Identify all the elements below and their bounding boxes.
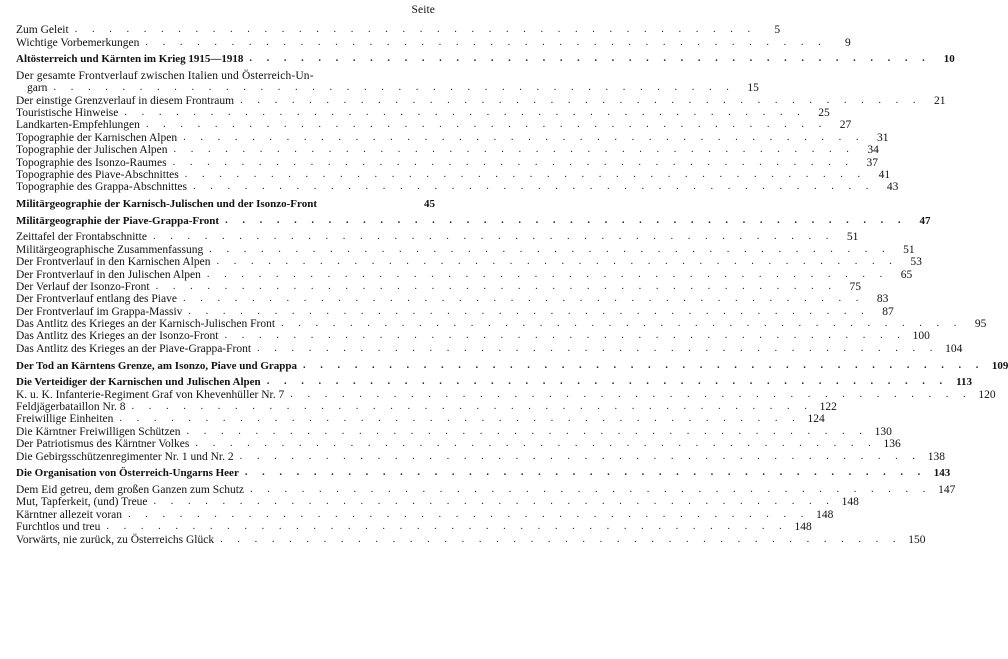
toc-entry-page-number: 15 <box>747 82 759 95</box>
dot-leader: . . . . . . . . . . . . . . . . . . . . . . . . . . . . . . . . . . . . . . . . <box>266 376 949 388</box>
dot-leader: . . . . . . . . . . . . . . . . . . . . . . . . . . . . . . . . . . . . . . . . <box>250 483 932 495</box>
toc-entry-title: Furchtlos und treu <box>16 521 101 534</box>
dot-leader: . . . . . . . . . . . . . . . . . . . . . . . . . . . . . . . . . . . . . . . . <box>303 359 985 371</box>
dot-leader: . . . . . . . . . . . . . . . . . . . . . . . . . . . . . . . . . . . . . . . . <box>53 82 735 94</box>
toc-entry-title: Der Tod an Kärntens Grenze, am Isonzo, Piave und Grappa <box>16 359 298 372</box>
toc-entry-page-number: 150 <box>908 533 926 546</box>
dot-leader: . . . . . . . . . . . . . . . . . . . . . . . . . . . . . . . . . . . . . . . . <box>224 330 906 342</box>
toc-entry <box>16 342 963 355</box>
toc-entry <box>16 438 901 451</box>
dot-leader: . . . . . . . . . . . . . . . . . . . . . . . . . . . . . . . . . . . . . . . . <box>182 293 865 305</box>
dot-leader: . . . . . . . . . . . . . . . . . . . . . . . . . . . . . . . . . . . . . . . . <box>152 231 835 243</box>
toc-entry-title: Der Frontverlauf in den Julischen Alpen <box>16 268 201 281</box>
toc-entry-page-number: 95 <box>974 318 987 331</box>
toc-entry <box>16 359 1008 372</box>
toc-entry <box>16 425 892 438</box>
toc-entry <box>16 330 930 343</box>
toc-entry-page-number: 51 <box>903 243 915 256</box>
toc-entry <box>16 69 759 95</box>
toc-entry-continuation <box>16 82 759 95</box>
toc-entry-page-number: 109 <box>991 359 1008 372</box>
toc-entry <box>16 231 859 244</box>
toc-entry <box>16 318 987 331</box>
toc-entry-title: garn <box>27 82 48 95</box>
toc-entry <box>16 144 879 157</box>
toc-entry-title: Der Frontverlauf in den Karnischen Alpen <box>16 256 211 269</box>
toc-entry-title: Mut, Tapferkeit, (und) Treue <box>16 496 148 509</box>
toc-entry <box>16 280 861 293</box>
toc-entry-title: Topographie der Karnischen Alpen <box>16 131 178 144</box>
dot-leader: . . . . . . . . . . . . . . . . . . . . . . . . . . . . . . . . . . . . . . . . <box>74 24 757 36</box>
toc-entry-title: Topographie des Isonzo-Raumes <box>16 156 167 169</box>
toc-entry-title: Die Organisation von Österreich-Ungarns Heer <box>16 467 239 480</box>
toc-entry-title: Altösterreich und Kärnten im Krieg 1915—1918 <box>16 53 244 66</box>
toc-entry-title: Militärgeographische Zusammenfassung <box>16 243 204 256</box>
dot-leader: . . . . . . . . . . . . . . . . . . . . . . . . . . . . . . . . . . . . . . . . <box>119 413 801 425</box>
toc-entry-page-number: 113 <box>956 376 973 389</box>
toc-entry-page-number: 41 <box>878 168 891 181</box>
toc-entry <box>16 119 852 132</box>
toc-entry <box>16 131 889 144</box>
dot-leader: . . . . . . . . . . . . . . . . . . . . . . . . . . . . . . . . . . . . . . . . <box>153 496 835 508</box>
toc-entry-title: Militärgeographie der Piave-Grappa-Front <box>16 214 220 227</box>
toc-entry-page-number: 100 <box>912 330 930 343</box>
toc-entry-title: Die Gebirgsschützenregimenter Nr. 1 und Nr. 2 <box>16 450 234 463</box>
toc-entry-title: Zeittafel der Frontabschnitte <box>16 231 147 244</box>
toc-entry-page-number: 47 <box>919 214 931 227</box>
toc-entry <box>16 168 891 181</box>
toc-entry-page-number: 75 <box>849 280 861 293</box>
toc-entry-title: Wichtige Vorbemerkungen <box>16 36 140 49</box>
dot-leader: . . . . . . . . . . . . . . . . . . . . . . . . . . . . . . . . . . . . . . . . <box>131 401 813 413</box>
toc-entry-title: Der Verlauf der Isonzo-Front <box>16 280 150 293</box>
toc-entry-page-number: 9 <box>844 36 851 49</box>
toc-entry-page-number: 122 <box>819 401 837 414</box>
toc-entry <box>16 181 899 194</box>
toc-entry <box>16 24 781 37</box>
dot-leader: . . . . . . . . . . . . . . . . . . . . . . . . . . . . . . . . . . . . . . . . <box>155 280 837 292</box>
toc-entry <box>16 268 913 281</box>
dot-leader: . . . . . . . . . . . . . . . . . . . . . . . . . . . . . . . . . . . . . . . . <box>183 131 865 143</box>
toc-entry <box>16 156 878 169</box>
toc-entry <box>16 214 931 227</box>
toc-entry-title: Dem Eid getreu, dem großen Ganzen zum Schutz <box>16 483 245 496</box>
dot-leader: . . . . . . . . . . . . . . . . . . . . . . . . . . . . . . . . . . . . . . . . <box>106 521 788 533</box>
toc-entry-title: Zum Geleit <box>16 24 69 37</box>
dot-leader: . . . . . . . . . . . . . . . . . . . . . . . . . . . . . . . . . . . . . . . . <box>249 53 931 65</box>
toc-entry-page-number: 5 <box>774 24 781 37</box>
toc-entry-page-number: 51 <box>846 231 859 244</box>
toc-entry <box>16 36 851 49</box>
toc-entry <box>16 483 956 496</box>
toc-entry <box>16 198 435 210</box>
toc-entry-page-number: 130 <box>874 425 892 438</box>
toc-entry-title: Der Patriotismus des Kärntner Volkes <box>16 438 190 451</box>
dot-leader: . . . . . . . . . . . . . . . . . . . . . . . . . . . . . . . . . . . . . . . . <box>281 318 963 330</box>
dot-leader: . . . . . . . . . . . . . . . . . . . . . . . . . . . . . . . . . . . . . . . . <box>128 508 810 520</box>
toc-entry-title: Kärntner allezeit voran <box>16 508 122 521</box>
toc-entry <box>16 256 922 269</box>
dot-leader: . . . . . . . . . . . . . . . . . . . . . . . . . . . . . . . . . . . . . . . . <box>257 342 939 354</box>
toc-entry-title: Topographie des Piave-Abschnittes <box>16 168 179 181</box>
toc-entry-page-number: 31 <box>876 131 889 144</box>
dot-leader: . . . . . . . . . . . . . . . . . . . . . . . . . . . . . . . . . . . . . . . . <box>193 181 875 193</box>
dot-leader: . . . . . . . . . . . . . . . . . . . . . . . . . . . . . . . . . . . . . . . . <box>216 256 898 268</box>
toc-entry-page-number: 143 <box>933 467 951 480</box>
dot-leader: . . . . . . . . . . . . . . . . . . . . . . . . . . . . . . . . . . . . . . . . <box>225 214 907 226</box>
toc-entry <box>16 376 973 389</box>
dot-leader: . . . . . . . . . . . . . . . . . . . . . . . . . . . . . . . . . . . . . . . . <box>186 425 868 437</box>
toc-page <box>16 0 1008 659</box>
toc-entry-page-number: 65 <box>900 268 913 281</box>
dot-leader: . . . . . . . . . . . . . . . . . . . . . . . . . . . . . . . . . . . . . . . . <box>184 168 867 180</box>
toc-entry-title: Vorwärts, nie zurück, zu Österreichs Glück <box>16 533 215 546</box>
toc-entry-title: Topographie des Grappa-Abschnittes <box>16 181 188 194</box>
toc-entry-title: Der gesamte Frontverlauf zwischen Italien und Österreich-Un- <box>16 69 314 82</box>
toc-entry <box>16 94 946 107</box>
toc-entry-page-number: 136 <box>883 438 901 451</box>
toc-entry <box>16 467 951 480</box>
toc-entry-title: Das Antlitz des Krieges an der Piave-Grappa-Front <box>16 342 252 355</box>
dot-leader: . . . . . . . . . . . . . . . . . . . . . . . . . . . . . . . . . . . . . . . . <box>240 94 922 106</box>
toc-entry-title: Freiwillige Einheiten <box>16 413 114 426</box>
dot-leader: . . . . . . . . . . . . . . . . . . . . . . . . . . . . . . . . . . . . . . . . <box>188 305 870 317</box>
toc-entry-title: Der Frontverlauf entlang des Piave <box>16 293 177 306</box>
toc-entry-title: Die Kärntner Freiwilligen Schützen <box>16 425 181 438</box>
toc-entry <box>16 53 955 66</box>
dot-leader: . . . . . . . . . . . . . . . . . . . . . . . . . . . . . . . . . . . . . . . . <box>290 388 972 400</box>
toc-entry-page-number: 148 <box>816 508 834 521</box>
toc-entry-title: Der einstige Grenzverlauf in diesem Frontraum <box>16 94 235 107</box>
dot-leader: . . . . . . . . . . . . . . . . . . . . . . . . . . . . . . . . . . . . . . . . <box>172 156 854 168</box>
toc-entry-page-number: 120 <box>978 388 996 401</box>
toc-entry <box>16 508 834 521</box>
toc-entry <box>16 413 825 426</box>
toc-entry <box>16 450 945 463</box>
dot-leader: . . . . . . . . . . . . . . . . . . . . . . . . . . . . . . . . . . . . . . . . <box>239 450 921 462</box>
toc-entry-page-number: 43 <box>886 181 899 194</box>
toc-entry-title: Touristische Hinweise <box>16 106 119 119</box>
toc-entry-title: Das Antlitz des Krieges an der Karnisch-Julischen Front <box>16 318 276 331</box>
toc-entry-title: Die Verteidiger der Karnischen und Julischen Alpen <box>16 376 261 389</box>
dot-leader: . . . . . . . . . . . . . . . . . . . . . . . . . . . . . . . . . . . . . . . . <box>244 467 927 479</box>
dot-leader: . . . . . . . . . . . . . . . . . . . . . . . . . . . . . . . . . . . . . . . . <box>145 36 827 48</box>
dot-leader: . . . . . . . . . . . . . . . . . . . . . . . . . . . . . . . . . . . . . . . . <box>195 438 877 450</box>
toc-entry <box>16 243 915 256</box>
toc-entry-page-number: 104 <box>945 342 963 355</box>
toc-entry-page-number: 87 <box>882 305 894 318</box>
toc-entry-page-number: 37 <box>866 156 878 169</box>
toc-entry-page-number: 25 <box>818 106 830 119</box>
toc-entry-page-number: 138 <box>927 450 945 463</box>
toc-entry <box>16 293 889 306</box>
dot-leader: . . . . . . . . . . . . . . . . . . . . . . . . . . . . . . . . . . . . . . . . <box>173 144 855 156</box>
toc-entry-title: Militärgeographie der Karnisch-Julischen und der Isonzo-Front <box>16 197 317 210</box>
toc-entry <box>16 496 859 509</box>
toc-entry-page-number: 45 <box>424 197 435 210</box>
toc-entry <box>16 388 996 401</box>
toc-entry-page-number: 148 <box>794 521 812 534</box>
toc-entry-page-number: 10 <box>943 53 955 66</box>
toc-entry <box>16 521 812 534</box>
toc-entry-page-number: 147 <box>938 483 956 496</box>
toc-entry-title: Der Frontverlauf im Grappa-Massiv <box>16 305 183 318</box>
page-column-header: Seite <box>411 4 435 16</box>
toc-entry-page-number: 148 <box>841 496 859 509</box>
toc-entry-page-number: 21 <box>933 94 946 107</box>
toc-entry <box>16 106 830 119</box>
dot-leader: . . . . . . . . . . . . . . . . . . . . . . . . . . . . . . . . . . . . . . . . <box>206 268 889 280</box>
toc-entry-page-number: 27 <box>839 119 852 132</box>
toc-entry-page-number: 124 <box>807 413 825 426</box>
dot-leader: . . . . . . . . . . . . . . . . . . . . . . . . . . . . . . . . . . . . . . . . <box>145 119 828 131</box>
toc-entry-title: Topographie der Julischen Alpen <box>16 144 168 157</box>
dot-leader: . . . . . . . . . . . . . . . . . . . . . . . . . . . . . . . . . . . . . . . . <box>124 106 806 118</box>
toc-entry <box>16 305 894 318</box>
table-of-contents <box>16 24 1008 546</box>
toc-entry-title: Feldjägerbataillon Nr. 8 <box>16 401 126 414</box>
toc-entry-title: K. u. K. Infanterie-Regiment Graf von Khevenhüller Nr. 7 <box>16 388 285 401</box>
toc-entry-page-number: 83 <box>876 293 889 306</box>
toc-entry-page-number: 53 <box>910 256 922 269</box>
dot-leader: . . . . . . . . . . . . . . . . . . . . . . . . . . . . . . . . . . . . . . . . <box>209 243 891 255</box>
toc-entry <box>16 401 837 414</box>
dot-leader: . . . . . . . . . . . . . . . . . . . . . . . . . . . . . . . . . . . . . . . . <box>220 533 902 545</box>
toc-entry-title: Das Antlitz des Krieges an der Isonzo-Front <box>16 330 219 343</box>
toc-entry <box>16 533 926 546</box>
toc-entry-page-number: 34 <box>867 144 879 157</box>
toc-entry-title: Landkarten-Empfehlungen <box>16 119 140 132</box>
